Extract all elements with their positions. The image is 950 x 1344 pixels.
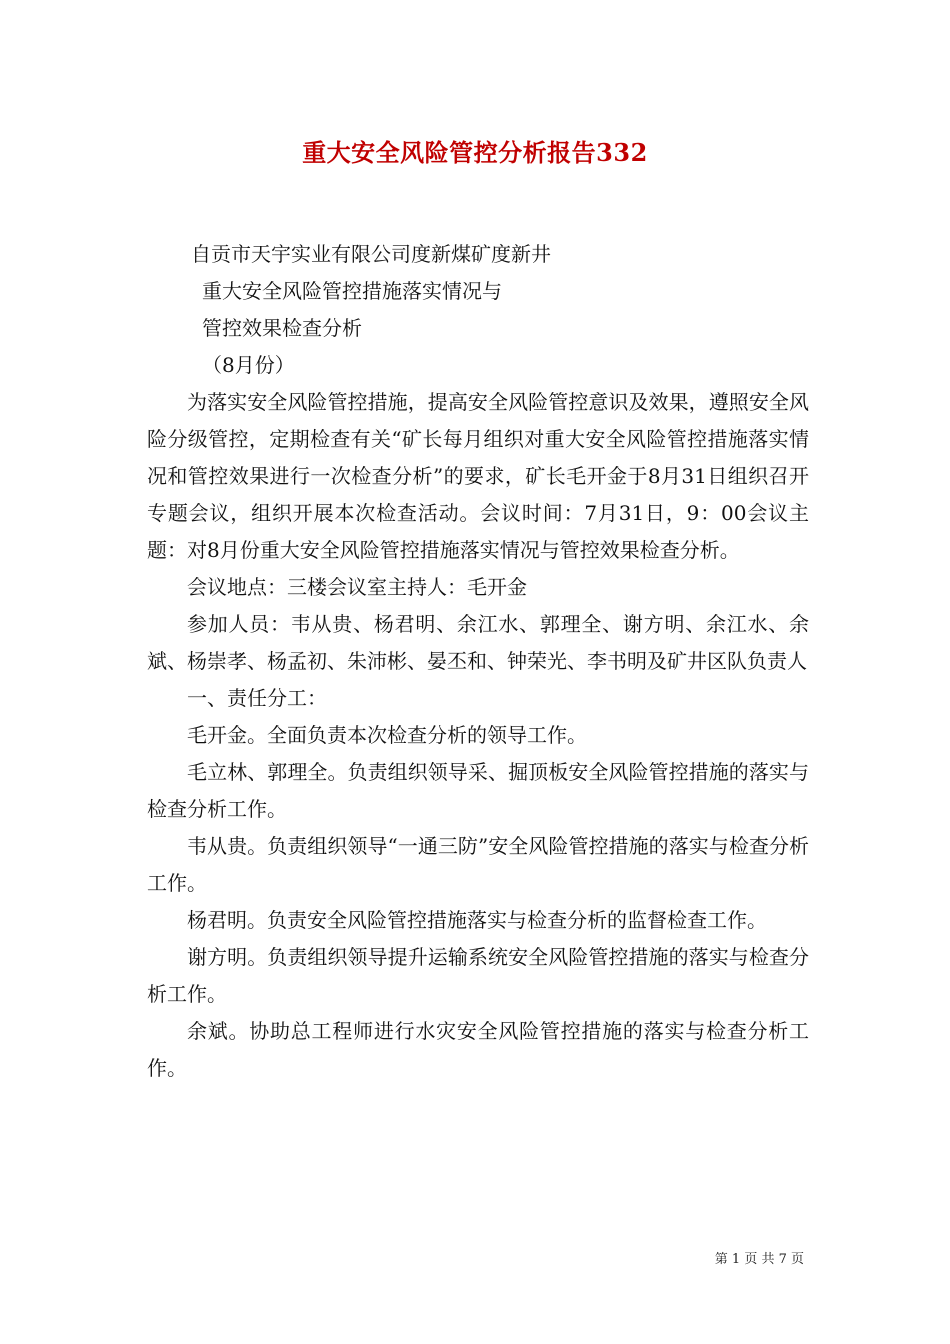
paragraph-attendees: 参加人员：韦从贵、杨君明、余江水、郭理全、谢方明、余江水、余斌、杨崇孝、杨孟初、朱沛彬、晏丕和、钟荣光、李书明及矿井区队负责人	[147, 612, 809, 673]
paragraph-intro: 为落实安全风险管控措施，提高安全风险管控意识及效果，遵照安全风险分级管控，定期检查有关“矿长每月组织对重大安全风险管控措施落实情况和管控效果进行一次检查分析”的要求，矿长毛开金于8月31日组织召开专题会议，组织开展本次检查活动。会议时间：7月31日，9：00会议主题：对8月份重大安全风险管控措施落实情况与管控效果检查分析。	[147, 390, 809, 562]
paragraph-duty: 杨君明。负责安全风险管控措施落实与检查分析的监督检查工作。	[187, 908, 767, 932]
paragraph-duty: 韦从贵。负责组织领导“一通三防”安全风险管控措施的落实与检查分析工作。	[147, 834, 809, 895]
paragraph-duty: 毛开金。全面负责本次检查分析的领导工作。	[187, 723, 587, 747]
heading-line-month: （8月份）	[202, 353, 295, 377]
page-number-footer: 第 1 页 共 7 页	[714, 1252, 804, 1267]
paragraph-duty: 毛立林、郭理全。负责组织领导采、掘顶板安全风险管控措施的落实与检查分析工作。	[147, 760, 809, 821]
heading-line-subject: 重大安全风险管控措施落实情况与	[202, 279, 502, 303]
heading-line-company: 自贡市天宇实业有限公司度新煤矿度新井	[191, 242, 551, 266]
section-heading-duties: 一、责任分工：	[187, 686, 327, 710]
paragraph-venue: 会议地点：三楼会议室主持人：毛开金	[187, 575, 527, 599]
document-title: 重大安全风险管控分析报告332	[302, 138, 648, 167]
document-body	[147, 236, 809, 1087]
paragraph-duty: 余斌。协助总工程师进行水灾安全风险管控措施的落实与检查分析工作。	[147, 1019, 809, 1080]
heading-line-analysis: 管控效果检查分析	[202, 316, 362, 340]
paragraph-duty: 谢方明。负责组织领导提升运输系统安全风险管控措施的落实与检查分析工作。	[147, 945, 809, 1006]
